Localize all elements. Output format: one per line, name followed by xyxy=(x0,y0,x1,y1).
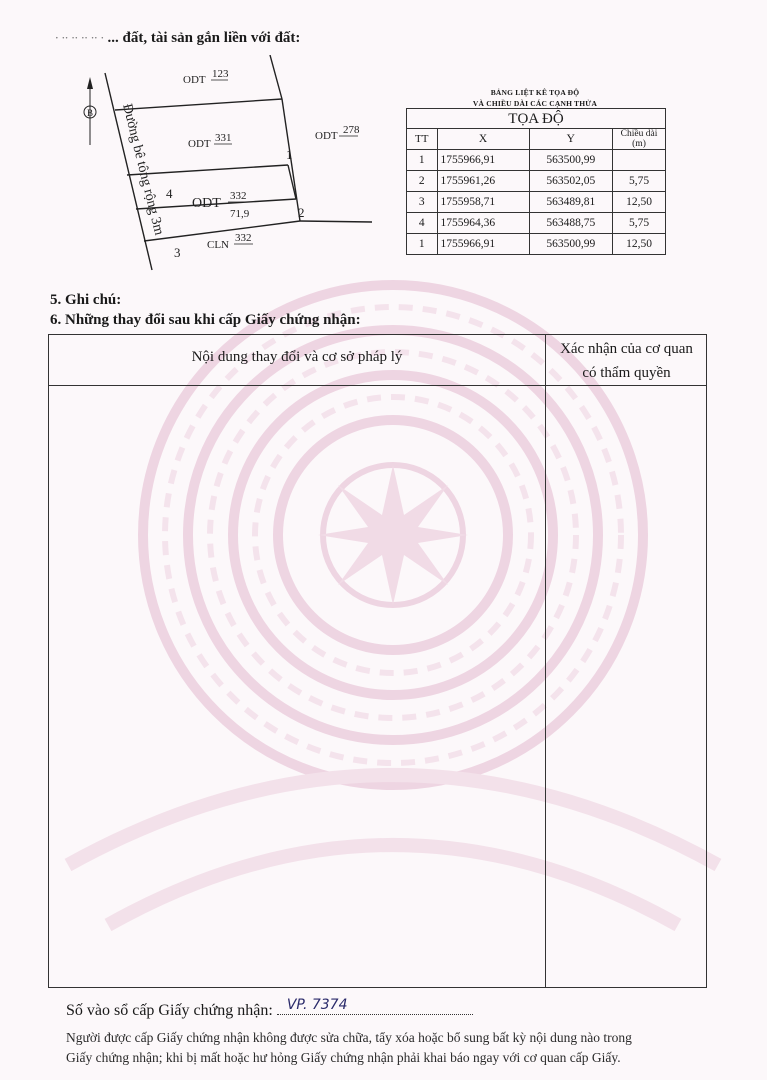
parcel-right-number: 278 xyxy=(343,124,360,136)
table-row xyxy=(407,171,666,192)
coord-col-length: Chiều dài (m) xyxy=(613,129,666,150)
registry-value: VP. 7374 xyxy=(286,997,348,1013)
col-confirm-line2: có thẩm quyền xyxy=(582,365,671,381)
col-confirm-line1: Xác nhận của cơ quan xyxy=(560,341,693,357)
corner-label-3: 3 xyxy=(174,245,181,260)
row-length: 5,75 xyxy=(613,213,666,234)
parcel-main-area: 71,9 xyxy=(230,208,250,220)
row-x: 1755966,91 xyxy=(437,150,529,171)
coordinate-table xyxy=(406,128,666,255)
coord-caption-line1: BẢNG LIỆT KÊ TỌA ĐỘ xyxy=(490,88,580,97)
row-x: 1755961,26 xyxy=(437,171,529,192)
parcel-upper-number: 331 xyxy=(215,132,232,144)
col-content-header: Nội dung thay đổi và cơ sở pháp lý xyxy=(191,349,403,365)
parcel-main-code: ODT xyxy=(192,196,221,211)
section-heading: ∙ ·· ·· ·· ·· · ... đất, tài sản gắn liền với đất: xyxy=(55,30,301,46)
notice-line-2: Giấy chứng nhận; khi bị mất hoặc hư hỏng Giấy chứng nhận phải khai báo ngay với cơ quan cấp Giấy. xyxy=(66,1050,621,1065)
coord-col-y: Y xyxy=(529,129,612,150)
row-tt: 4 xyxy=(407,213,438,234)
corner-label-4: 4 xyxy=(166,186,173,201)
parcel-upper-code: ODT xyxy=(188,138,211,150)
row-tt: 2 xyxy=(407,171,438,192)
changes-heading: 6. Những thay đổi sau khi cấp Giấy chứng nhận: xyxy=(50,312,361,328)
parcel-top-code: ODT xyxy=(183,74,206,86)
changes-table xyxy=(48,334,707,988)
registry-dots xyxy=(277,997,473,1015)
parcel-right-code: ODT xyxy=(315,130,338,142)
row-length xyxy=(613,150,666,171)
parcel-bottom-code: CLN xyxy=(207,239,229,251)
row-x: 1755964,36 xyxy=(437,213,529,234)
coord-header-row xyxy=(407,129,666,150)
row-tt: 3 xyxy=(407,192,438,213)
row-length: 5,75 xyxy=(613,171,666,192)
row-y: 563489,81 xyxy=(529,192,612,213)
corner-label-1: 1 xyxy=(286,147,293,162)
table-row xyxy=(407,234,666,255)
row-y: 563488,75 xyxy=(529,213,612,234)
table-row xyxy=(407,213,666,234)
row-y: 563500,99 xyxy=(529,150,612,171)
corner-label-2: 2 xyxy=(298,205,305,220)
table-row xyxy=(407,150,666,171)
parcel-main-number: 332 xyxy=(230,190,247,202)
parcel-top-number: 123 xyxy=(212,68,229,80)
coord-caption-line2: VÀ CHIỀU DÀI CÁC CẠNH THỬA xyxy=(472,99,598,108)
row-y: 563500,99 xyxy=(529,234,612,255)
coord-title: TỌA ĐỘ xyxy=(406,108,666,128)
registry-line xyxy=(66,997,473,1020)
coord-col-tt: TT xyxy=(407,129,438,150)
parcel-map xyxy=(60,55,400,275)
row-y: 563502,05 xyxy=(529,171,612,192)
row-length: 12,50 xyxy=(613,234,666,255)
coord-col-x: X xyxy=(437,129,529,150)
ghi-chu-heading: 5. Ghi chú: xyxy=(50,292,122,308)
road-label: Đường bê tông rộng 3m xyxy=(119,102,167,237)
parcel-bottom-number: 332 xyxy=(235,232,252,244)
registry-label: Số vào sổ cấp Giấy chứng nhận: xyxy=(66,1002,273,1019)
content-cell xyxy=(49,386,544,986)
north-symbol: B xyxy=(86,108,94,118)
notice-line-1: Người được cấp Giấy chứng nhận không được sửa chữa, tẩy xóa hoặc bổ sung bất kỳ nội dung nào trong xyxy=(66,1030,632,1045)
row-x: 1755958,71 xyxy=(437,192,529,213)
row-tt: 1 xyxy=(407,150,438,171)
table-row xyxy=(407,192,666,213)
confirm-cell xyxy=(546,386,706,986)
north-arrow-icon xyxy=(84,77,96,145)
row-x: 1755966,91 xyxy=(437,234,529,255)
col-confirm-header xyxy=(545,337,708,385)
row-tt: 1 xyxy=(407,234,438,255)
row-length: 12,50 xyxy=(613,192,666,213)
